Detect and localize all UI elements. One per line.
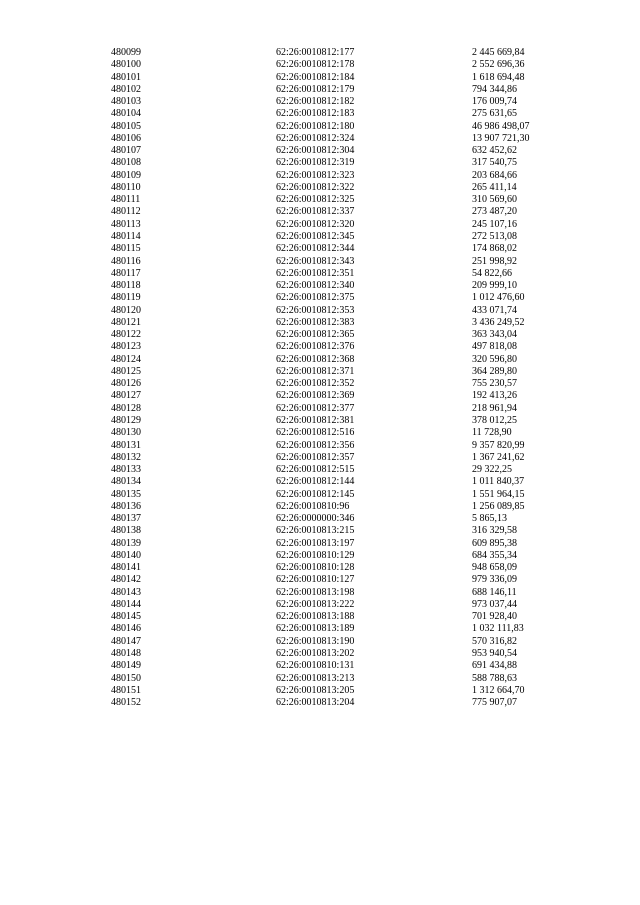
cadastral-value: 245 107,16 — [472, 218, 517, 230]
row-number: 480102 — [111, 83, 141, 95]
cadastral-value: 310 569,60 — [472, 194, 517, 206]
table-row — [0, 378, 640, 390]
row-number: 480127 — [111, 390, 141, 402]
table-row — [0, 550, 640, 562]
table-row — [0, 121, 640, 133]
table-row — [0, 72, 640, 84]
row-number: 480151 — [111, 684, 141, 696]
cadastral-value: 433 071,74 — [472, 304, 517, 316]
row-number: 480150 — [111, 672, 141, 684]
row-number: 480101 — [111, 71, 141, 83]
table-row — [0, 231, 640, 243]
cadastral-value: 497 818,08 — [472, 341, 517, 353]
cadastral-number: 62:26:0010812:376 — [276, 341, 355, 353]
cadastral-value: 1 256 089,85 — [472, 500, 525, 512]
cadastral-value: 265 411,14 — [472, 181, 517, 193]
cadastral-number: 62:26:0010812:357 — [276, 451, 355, 463]
cadastral-value: 948 658,09 — [472, 562, 517, 574]
cadastral-number: 62:26:0010812:182 — [276, 96, 355, 108]
row-number: 480132 — [111, 451, 141, 463]
row-number: 480121 — [111, 316, 141, 328]
cadastral-value: 953 940,54 — [472, 648, 517, 660]
cadastral-value: 1 012 476,60 — [472, 292, 525, 304]
cadastral-value: 691 434,88 — [472, 660, 517, 672]
cadastral-number: 62:26:0010812:177 — [276, 47, 355, 58]
table-row — [0, 660, 640, 672]
table-row — [0, 206, 640, 218]
cadastral-value: 1 551 964,15 — [472, 488, 525, 500]
cadastral-number: 62:26:0010812:322 — [276, 181, 355, 193]
row-number: 480105 — [111, 120, 141, 132]
cadastral-value: 570 316,82 — [472, 635, 517, 647]
cadastral-value: 688 146,11 — [472, 586, 517, 598]
cadastral-value: 1 618 694,48 — [472, 71, 525, 83]
table-row — [0, 623, 640, 635]
cadastral-value: 11 728,90 — [472, 427, 512, 439]
cadastral-value: 174 868,02 — [472, 243, 517, 255]
cadastral-number: 62:26:0010812:340 — [276, 280, 355, 292]
cadastral-number: 62:26:0010813:188 — [276, 611, 355, 623]
cadastral-number: 62:26:0010812:369 — [276, 390, 355, 402]
table-row — [0, 354, 640, 366]
cadastral-value: 364 289,80 — [472, 365, 517, 377]
row-number: 480147 — [111, 635, 141, 647]
row-number: 480138 — [111, 525, 141, 537]
table-row — [0, 636, 640, 648]
cadastral-value: 273 487,20 — [472, 206, 517, 218]
row-number: 480103 — [111, 96, 141, 108]
cadastral-value: 5 865,13 — [472, 513, 507, 525]
row-number: 480120 — [111, 304, 141, 316]
table-row — [0, 427, 640, 439]
table-row — [0, 317, 640, 329]
row-number: 480145 — [111, 611, 141, 623]
row-number: 480140 — [111, 549, 141, 561]
cadastral-number: 62:26:0010812:325 — [276, 194, 355, 206]
table-row — [0, 415, 640, 427]
row-number: 480119 — [111, 292, 141, 304]
cadastral-value: 378 012,25 — [472, 414, 517, 426]
row-number: 480146 — [111, 623, 141, 635]
table-row — [0, 390, 640, 402]
row-number: 480137 — [111, 513, 141, 525]
row-number: 480148 — [111, 648, 141, 660]
table-row — [0, 538, 640, 550]
row-number: 480126 — [111, 378, 141, 390]
row-number: 480109 — [111, 169, 141, 181]
cadastral-number: 62:26:0010810:127 — [276, 574, 355, 586]
table-row — [0, 489, 640, 501]
row-number: 480134 — [111, 476, 141, 488]
cadastral-number: 62:26:0010813:205 — [276, 684, 355, 696]
cadastral-number: 62:26:0010812:319 — [276, 157, 355, 169]
cadastral-value: 316 329,58 — [472, 525, 517, 537]
cadastral-number: 62:26:0010813:215 — [276, 525, 355, 537]
cadastral-number: 62:26:0010810:129 — [276, 549, 355, 561]
table-row — [0, 194, 640, 206]
cadastral-value: 46 986 498,07 — [472, 120, 530, 132]
cadastral-number: 62:26:0010812:356 — [276, 439, 355, 451]
cadastral-number: 62:26:0010812:371 — [276, 365, 355, 377]
row-number: 480152 — [111, 697, 141, 709]
row-number: 480114 — [111, 230, 141, 242]
cadastral-number: 62:26:0000000:346 — [276, 513, 355, 525]
table-row — [0, 648, 640, 660]
cadastral-number: 62:26:0010813:213 — [276, 672, 355, 684]
cadastral-number: 62:26:0010812:381 — [276, 414, 355, 426]
table-row — [0, 182, 640, 194]
cadastral-value: 2 445 669,84 — [472, 47, 525, 58]
row-number: 480108 — [111, 157, 141, 169]
cadastral-value: 275 631,65 — [472, 108, 517, 120]
cadastral-number: 62:26:0010812:145 — [276, 488, 355, 500]
table-row — [0, 268, 640, 280]
cadastral-value: 632 452,62 — [472, 145, 517, 157]
cadastral-number: 62:26:0010812:343 — [276, 255, 355, 267]
cadastral-number: 62:26:0010813:197 — [276, 537, 355, 549]
row-number: 480115 — [111, 243, 141, 255]
cadastral-number: 62:26:0010813:202 — [276, 648, 355, 660]
row-number: 480139 — [111, 537, 141, 549]
cadastral-value: 320 596,80 — [472, 353, 517, 365]
table-row — [0, 685, 640, 697]
cadastral-value: 979 336,09 — [472, 574, 517, 586]
row-number: 480111 — [111, 194, 141, 206]
row-number: 480100 — [111, 59, 141, 71]
cadastral-value: 192 413,26 — [472, 390, 517, 402]
table-row — [0, 219, 640, 231]
cadastral-value: 251 998,92 — [472, 255, 517, 267]
cadastral-value: 973 037,44 — [472, 598, 517, 610]
row-number: 480131 — [111, 439, 141, 451]
row-number: 480149 — [111, 660, 141, 672]
table-row — [0, 108, 640, 120]
cadastral-number: 62:26:0010812:179 — [276, 83, 355, 95]
row-number: 480106 — [111, 132, 141, 144]
row-number: 480144 — [111, 598, 141, 610]
row-number: 480117 — [111, 267, 141, 279]
table-row — [0, 697, 640, 709]
row-number: 480141 — [111, 562, 141, 574]
cadastral-value: 203 684,66 — [472, 169, 517, 181]
cadastral-number: 62:26:0010812:184 — [276, 71, 355, 83]
cadastral-number: 62:26:0010812:368 — [276, 353, 355, 365]
row-number: 480116 — [111, 255, 141, 267]
table-row — [0, 280, 640, 292]
table-row — [0, 133, 640, 145]
cadastral-value: 209 999,10 — [472, 280, 517, 292]
table-row — [0, 611, 640, 623]
table-row — [0, 170, 640, 182]
table-row — [0, 329, 640, 341]
cadastral-value: 775 907,07 — [472, 697, 517, 709]
cadastral-number: 62:26:0010812:304 — [276, 145, 355, 157]
table-row — [0, 464, 640, 476]
table-row — [0, 501, 640, 513]
cadastral-number: 62:26:0010812:323 — [276, 169, 355, 181]
cadastral-value: 684 355,34 — [472, 549, 517, 561]
table-row — [0, 341, 640, 353]
table-row — [0, 84, 640, 96]
row-number: 480110 — [111, 181, 141, 193]
table-row — [0, 513, 640, 525]
cadastral-number: 62:26:0010812:178 — [276, 59, 355, 71]
cadastral-number: 62:26:0010812:516 — [276, 427, 355, 439]
cadastral-number: 62:26:0010812:353 — [276, 304, 355, 316]
row-number: 480142 — [111, 574, 141, 586]
cadastral-value: 794 344,86 — [472, 83, 517, 95]
row-number: 480122 — [111, 329, 141, 341]
table-row — [0, 403, 640, 415]
cadastral-number: 62:26:0010810:128 — [276, 562, 355, 574]
cadastral-value: 3 436 249,52 — [472, 316, 525, 328]
table-row — [0, 673, 640, 685]
row-number: 480112 — [111, 206, 141, 218]
cadastral-value: 9 357 820,99 — [472, 439, 525, 451]
cadastral-number: 62:26:0010813:198 — [276, 586, 355, 598]
table-row — [0, 452, 640, 464]
cadastral-number: 62:26:0010810:131 — [276, 660, 355, 672]
cadastral-number: 62:26:0010812:320 — [276, 218, 355, 230]
table-row — [0, 59, 640, 71]
cadastral-number: 62:26:0010812:345 — [276, 230, 355, 242]
row-number: 480133 — [111, 464, 141, 476]
cadastral-number: 62:26:0010812:515 — [276, 464, 355, 476]
cadastral-value: 1 312 664,70 — [472, 684, 525, 696]
row-number: 480107 — [111, 145, 141, 157]
table-row — [0, 525, 640, 537]
table-row — [0, 256, 640, 268]
table-row — [0, 366, 640, 378]
table-row — [0, 305, 640, 317]
cadastral-value: 13 907 721,30 — [472, 132, 530, 144]
table-row — [0, 587, 640, 599]
cadastral-number: 62:26:0010812:352 — [276, 378, 355, 390]
cadastral-value: 317 540,75 — [472, 157, 517, 169]
table-row — [0, 476, 640, 488]
cadastral-number: 62:26:0010812:324 — [276, 132, 355, 144]
cadastral-value: 609 895,38 — [472, 537, 517, 549]
cadastral-number: 62:26:0010812:377 — [276, 402, 355, 414]
cadastral-number: 62:26:0010812:351 — [276, 267, 355, 279]
cadastral-number: 62:26:0010812:344 — [276, 243, 355, 255]
cadastral-number: 62:26:0010813:189 — [276, 623, 355, 635]
cadastral-value: 1 367 241,62 — [472, 451, 525, 463]
cadastral-number: 62:26:0010812:180 — [276, 120, 355, 132]
row-number: 480135 — [111, 488, 141, 500]
table-row — [0, 145, 640, 157]
cadastral-value: 588 788,63 — [472, 672, 517, 684]
table-row — [0, 96, 640, 108]
cadastral-value: 701 928,40 — [472, 611, 517, 623]
table-row — [0, 599, 640, 611]
cadastral-value-table — [0, 47, 640, 709]
table-row — [0, 47, 640, 59]
table-row — [0, 292, 640, 304]
table-row — [0, 440, 640, 452]
table-row — [0, 574, 640, 586]
cadastral-value: 272 513,08 — [472, 230, 517, 242]
cadastral-value: 176 009,74 — [472, 96, 517, 108]
cadastral-value: 54 822,66 — [472, 267, 512, 279]
cadastral-value: 1 032 111,83 — [472, 623, 524, 635]
cadastral-number: 62:26:0010812:337 — [276, 206, 355, 218]
cadastral-number: 62:26:0010813:190 — [276, 635, 355, 647]
table-row — [0, 157, 640, 169]
cadastral-number: 62:26:0010810:96 — [276, 500, 350, 512]
cadastral-number: 62:26:0010812:365 — [276, 329, 355, 341]
row-number: 480113 — [111, 218, 141, 230]
row-number: 480123 — [111, 341, 141, 353]
cadastral-value: 29 322,25 — [472, 464, 512, 476]
row-number: 480130 — [111, 427, 141, 439]
row-number: 480128 — [111, 402, 141, 414]
row-number: 480143 — [111, 586, 141, 598]
table-row — [0, 562, 640, 574]
row-number: 480136 — [111, 500, 141, 512]
cadastral-number: 62:26:0010812:383 — [276, 316, 355, 328]
cadastral-number: 62:26:0010813:204 — [276, 697, 355, 709]
row-number: 480124 — [111, 353, 141, 365]
cadastral-value: 2 552 696,36 — [472, 59, 525, 71]
cadastral-number: 62:26:0010812:183 — [276, 108, 355, 120]
table-row — [0, 243, 640, 255]
row-number: 480129 — [111, 414, 141, 426]
cadastral-value: 755 230,57 — [472, 378, 517, 390]
cadastral-number: 62:26:0010812:375 — [276, 292, 355, 304]
cadastral-number: 62:26:0010812:144 — [276, 476, 355, 488]
cadastral-value: 218 961,94 — [472, 402, 517, 414]
cadastral-value: 1 011 840,37 — [472, 476, 525, 488]
row-number: 480099 — [111, 47, 141, 58]
cadastral-value: 363 343,04 — [472, 329, 517, 341]
cadastral-number: 62:26:0010813:222 — [276, 598, 355, 610]
row-number: 480125 — [111, 365, 141, 377]
row-number: 480118 — [111, 280, 141, 292]
row-number: 480104 — [111, 108, 141, 120]
